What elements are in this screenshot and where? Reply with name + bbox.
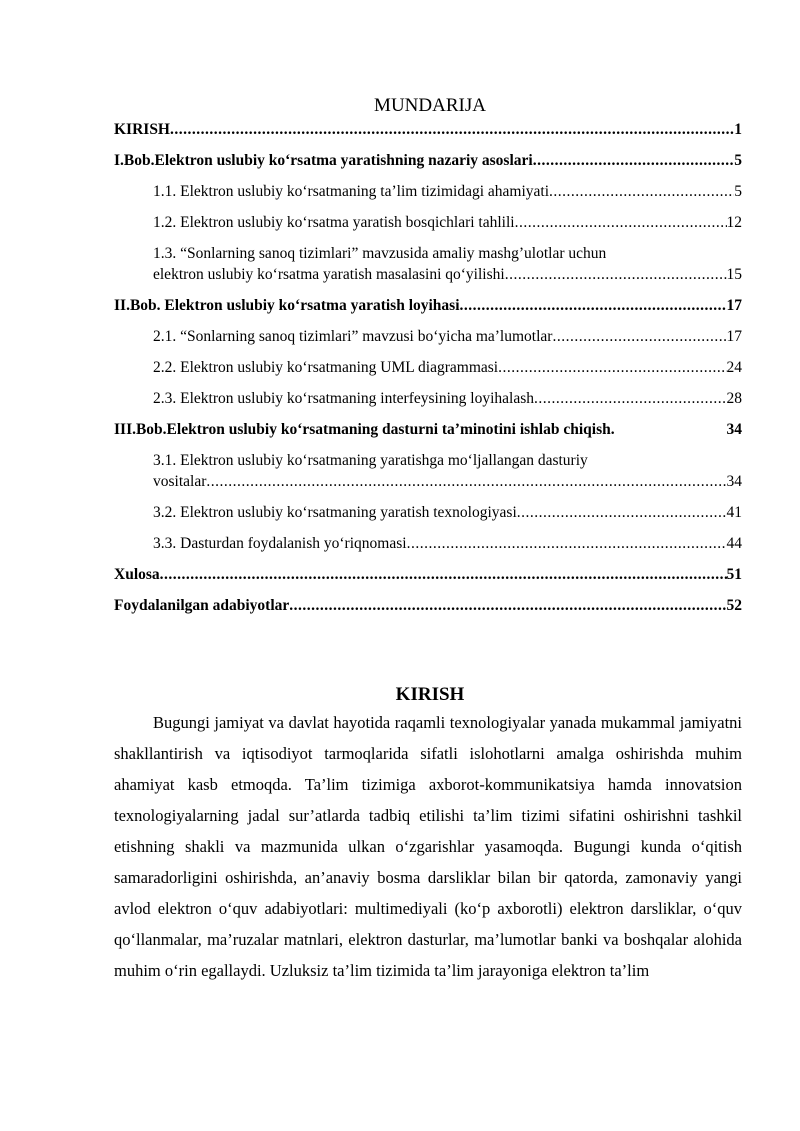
toc-entry-chapter-1[interactable]: I.Bob.Elektron uslubiy ko‘rsatma yaratishning nazariy asoslari ..... 5 (114, 150, 742, 171)
toc-entry-1-3[interactable]: 1.3. “Sonlarning sanoq tizimlari” mavzusida amaliy mashg’ulotlar uchun elektron uslubiy ko‘rsatma yaratish masalasini qo‘yilishi ..... 15 (114, 243, 742, 285)
toc-page-number: 51 (726, 566, 742, 583)
section-title: KIRISH (395, 684, 465, 705)
toc-page-number: 28 (726, 390, 742, 407)
toc-entry-1-1[interactable]: 1.1. Elektron uslubiy ko‘rsatmaning ta’lim tizimidagi ahamiyati ..... 5 (114, 181, 742, 202)
toc-page-number: 24 (726, 359, 742, 376)
toc-page-number: 44 (726, 535, 742, 552)
section-body (114, 707, 742, 986)
toc-page-number: 15 (726, 266, 742, 283)
toc-entry-xulosa[interactable]: Xulosa ..... 51 (114, 564, 742, 585)
toc-page-number: 17 (726, 328, 742, 345)
toc-page-number: 1 (734, 121, 742, 138)
toc-page-number: 41 (726, 504, 742, 521)
toc-title: MUNDARIJA (374, 95, 486, 116)
toc-entry-3-1[interactable]: 3.1. Elektron uslubiy ko‘rsatmaning yaratishga mo‘ljallangan dasturiy vositalar ..... 34 (114, 450, 742, 492)
toc-page-number: 5 (734, 183, 742, 200)
toc-entry-chapter-3[interactable]: III.Bob.Elektron uslubiy ko‘rsatmaning dasturni ta’minotini ishlab chiqish. 34 (114, 421, 742, 438)
toc-entry-line: 1.3. “Sonlarning sanoq tizimlari” mavzusida amaliy mashg’ulotlar uchun (153, 245, 607, 262)
toc-entry-3-3[interactable]: 3.3. Dasturdan foydalanish yo‘riqnomasi ..... 44 (114, 533, 742, 554)
toc-entry-2-1[interactable]: 2.1. “Sonlarning sanoq tizimlari” mavzusi bo‘yicha ma’lumotlar ..... 17 (114, 326, 742, 347)
body-paragraph: Bugungi jamiyat va davlat hayotida raqamli texnologiyalar yanada mukammal jamiyatni shakllantirish va iqtisodiyot tarmoqlarida sifatli islohotlarni amalga oshirishda muhim ahamiyat kasb etmoqda. Ta’lim tizimiga axborot-kommunikatsiya hamda innovatsion texnologiyalarning jadal sur’atlarda tadbiq etilishi ta’lim tizimi sifatini oshirishni tashkil etishning shakli va mazmunida ulkan o‘zgarishlar yasamoqda. Bugungi kunda o‘qitish samaradorligini oshirishda, an’anaviy bosma darsliklar bilan bir qatorda, zamonaviy yangi avlod elektron o‘quv adabiyotlari: multimediyali (ko‘p axborotli) elektron darsliklar, o‘quv qo‘llanmalar, ma’ruzalar matnlari, elektron dasturlar, ma’lumotlar banki va boshqalar alohida muhim o‘rin egallaydi. Uzluksiz ta’lim tizimida ta’lim jarayoniga elektron ta’lim (114, 713, 742, 980)
toc-entry-kirish[interactable]: KIRISH ..... 1 (114, 119, 742, 140)
toc-entry-3-2[interactable]: 3.2. Elektron uslubiy ko‘rsatmaning yaratish texnologiyasi ..... 41 (114, 502, 742, 523)
toc-page-number: 5 (734, 152, 742, 169)
toc-entry-2-3[interactable]: 2.3. Elektron uslubiy ko‘rsatmaning interfeysining loyihalash ..... 28 (114, 388, 742, 409)
toc-page-number: 17 (726, 297, 742, 314)
toc-entry-chapter-2[interactable]: II.Bob. Elektron uslubiy ko‘rsatma yaratish loyihasi ..... 17 (114, 295, 742, 316)
toc-entry-2-2[interactable]: 2.2. Elektron uslubiy ko‘rsatmaning UML diagrammasi ..... 24 (114, 357, 742, 378)
toc-page-number: 34 (726, 473, 742, 490)
table-of-contents (114, 119, 742, 626)
toc-page-number: 52 (726, 597, 742, 614)
toc-entry-bibliography[interactable]: Foydalanilgan adabiyotlar ..... 52 (114, 595, 742, 616)
toc-page-number: 12 (726, 214, 742, 231)
toc-page-number: 34 (726, 421, 742, 438)
toc-entry-line: 3.1. Elektron uslubiy ko‘rsatmaning yaratishga mo‘ljallangan dasturiy (153, 452, 588, 469)
toc-entry-1-2[interactable]: 1.2. Elektron uslubiy ko‘rsatma yaratish bosqichlari tahlili ..... 12 (114, 212, 742, 233)
